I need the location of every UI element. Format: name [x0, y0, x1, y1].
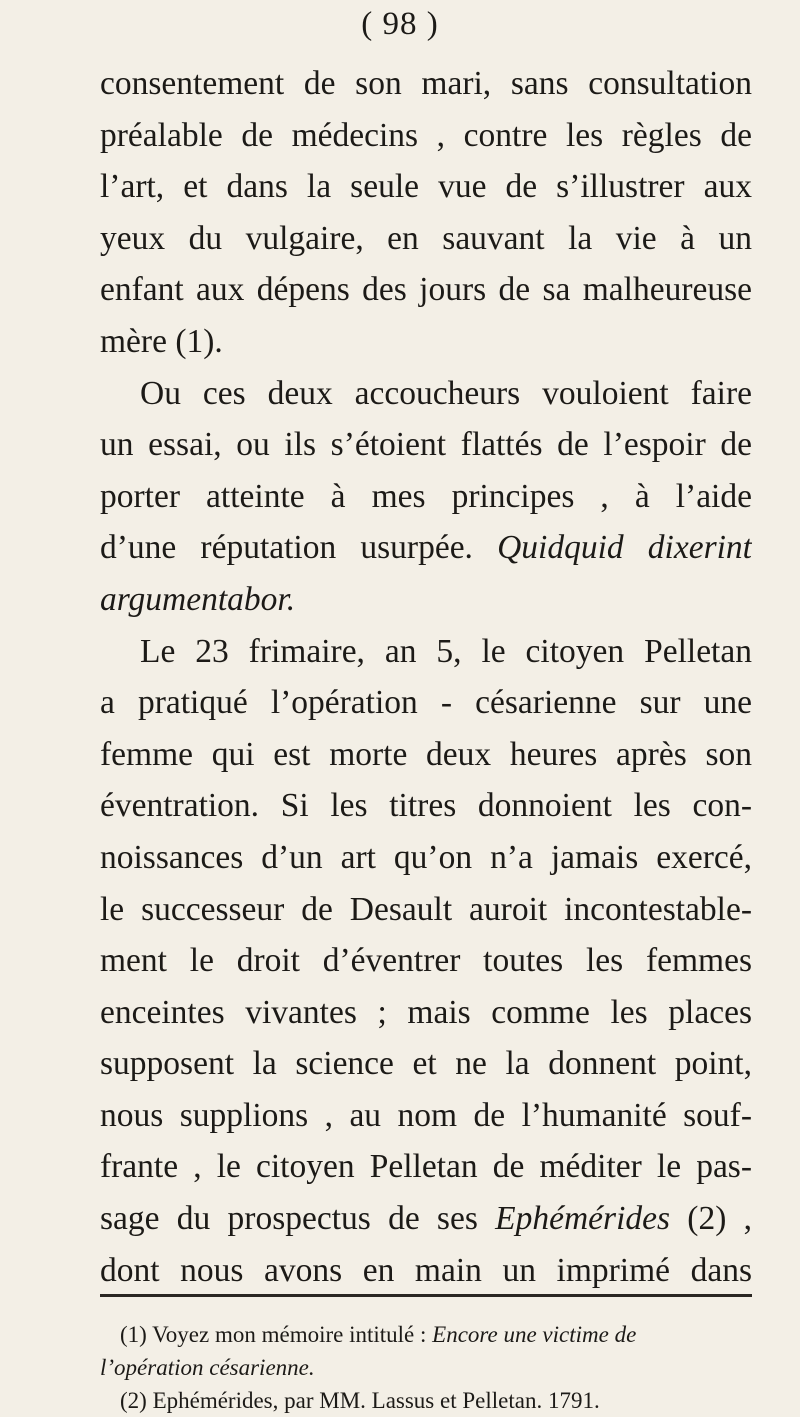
footnote-line — [100, 1384, 752, 1417]
text-line-roman: a pratiqué l’opération - césarienne sur une — [100, 684, 752, 722]
text-line-roman: noissances d’un art qu’on n’a jamais exercé, — [100, 838, 752, 876]
text-line-roman: un essai, ou ils s’étoient flattés de l’espoir de — [100, 426, 752, 464]
text-line-roman: nous supplions , au nom de l’humanité souf- — [100, 1096, 752, 1134]
text-line — [100, 1245, 752, 1297]
text-line — [100, 316, 752, 368]
page-number: ( 98 ) — [361, 6, 439, 42]
text-line — [100, 161, 752, 213]
text-line-roman: d’une réputation usurpée. — [100, 529, 498, 567]
footnote-line — [100, 1351, 752, 1384]
text-line-roman: l’art, et dans la seule vue de s’illustrer aux — [100, 168, 752, 206]
text-line — [100, 832, 752, 884]
text-line — [100, 1038, 752, 1090]
text-line — [100, 58, 752, 110]
footnote-italic: l’opération césarienne. — [100, 1355, 315, 1380]
text-line — [100, 1141, 752, 1193]
text-line-roman: enceintes vivantes ; mais comme les places — [100, 993, 752, 1031]
footnote-rule — [100, 1294, 752, 1297]
footnotes — [100, 1318, 752, 1417]
text-line-roman: Le 23 frimaire, an 5, le citoyen Pelletan — [140, 632, 752, 670]
footnote-roman: (1) Voyez mon mémoire intitulé : — [120, 1322, 433, 1347]
text-line-roman: sage du prospectus de ses — [100, 1200, 496, 1238]
text-line — [100, 626, 752, 678]
text-line-roman: enfant aux dépens des jours de sa malheureuse — [100, 271, 752, 309]
text-line-italic: Ephémérides — [495, 1200, 671, 1238]
text-line — [100, 522, 752, 574]
text-line-roman: consentement de son mari, sans consultation — [100, 65, 752, 102]
text-line — [100, 264, 752, 316]
text-line-roman: yeux du vulgaire, en sauvant la vie à un — [100, 219, 752, 257]
text-line-italic: argumentabor. — [100, 580, 296, 618]
text-line — [100, 110, 752, 162]
text-line-roman: dont nous avons en main un imprimé dans — [100, 1251, 752, 1289]
footnote-line — [100, 1318, 752, 1351]
text-line-roman: ment le droit d’éventrer toutes les femmes — [100, 942, 752, 980]
text-line — [100, 677, 752, 729]
text-line — [100, 780, 752, 832]
footnote-italic: Encore une victime de — [432, 1322, 637, 1347]
body-text — [100, 58, 752, 1296]
text-line-roman: préalable de médecins , contre les règles de — [100, 116, 752, 154]
text-line-roman: le successeur de Desault auroit incontestable- — [100, 890, 752, 928]
footnote-roman: (2) Ephémérides, par MM. Lassus et Pelletan. 1791. — [120, 1388, 600, 1413]
text-line — [100, 1090, 752, 1142]
text-line — [100, 935, 752, 987]
text-line-italic: Quidquid dixerint — [497, 529, 752, 567]
text-line-roman: supposent la science et ne la donnent point, — [100, 1045, 752, 1083]
text-line — [100, 884, 752, 936]
text-line-roman: frante , le citoyen Pelletan de méditer le pas- — [100, 1148, 752, 1186]
text-line — [100, 471, 752, 523]
text-line — [100, 213, 752, 265]
text-line-roman: éventration. Si les titres donnoient les con- — [100, 787, 752, 825]
text-line — [100, 419, 752, 471]
text-line — [100, 1193, 752, 1245]
text-line-roman: mère (1). — [100, 322, 223, 360]
text-line-roman: porter atteinte à mes principes , à l’aide — [100, 477, 752, 515]
text-line — [100, 729, 752, 781]
text-line-roman: femme qui est morte deux heures après son — [100, 735, 752, 773]
text-line — [100, 368, 752, 420]
text-line-roman: Ou ces deux accoucheurs vouloient faire — [140, 374, 752, 412]
text-line — [100, 987, 752, 1039]
text-line — [100, 574, 752, 626]
text-line-roman-after: (2) , — [670, 1200, 752, 1238]
